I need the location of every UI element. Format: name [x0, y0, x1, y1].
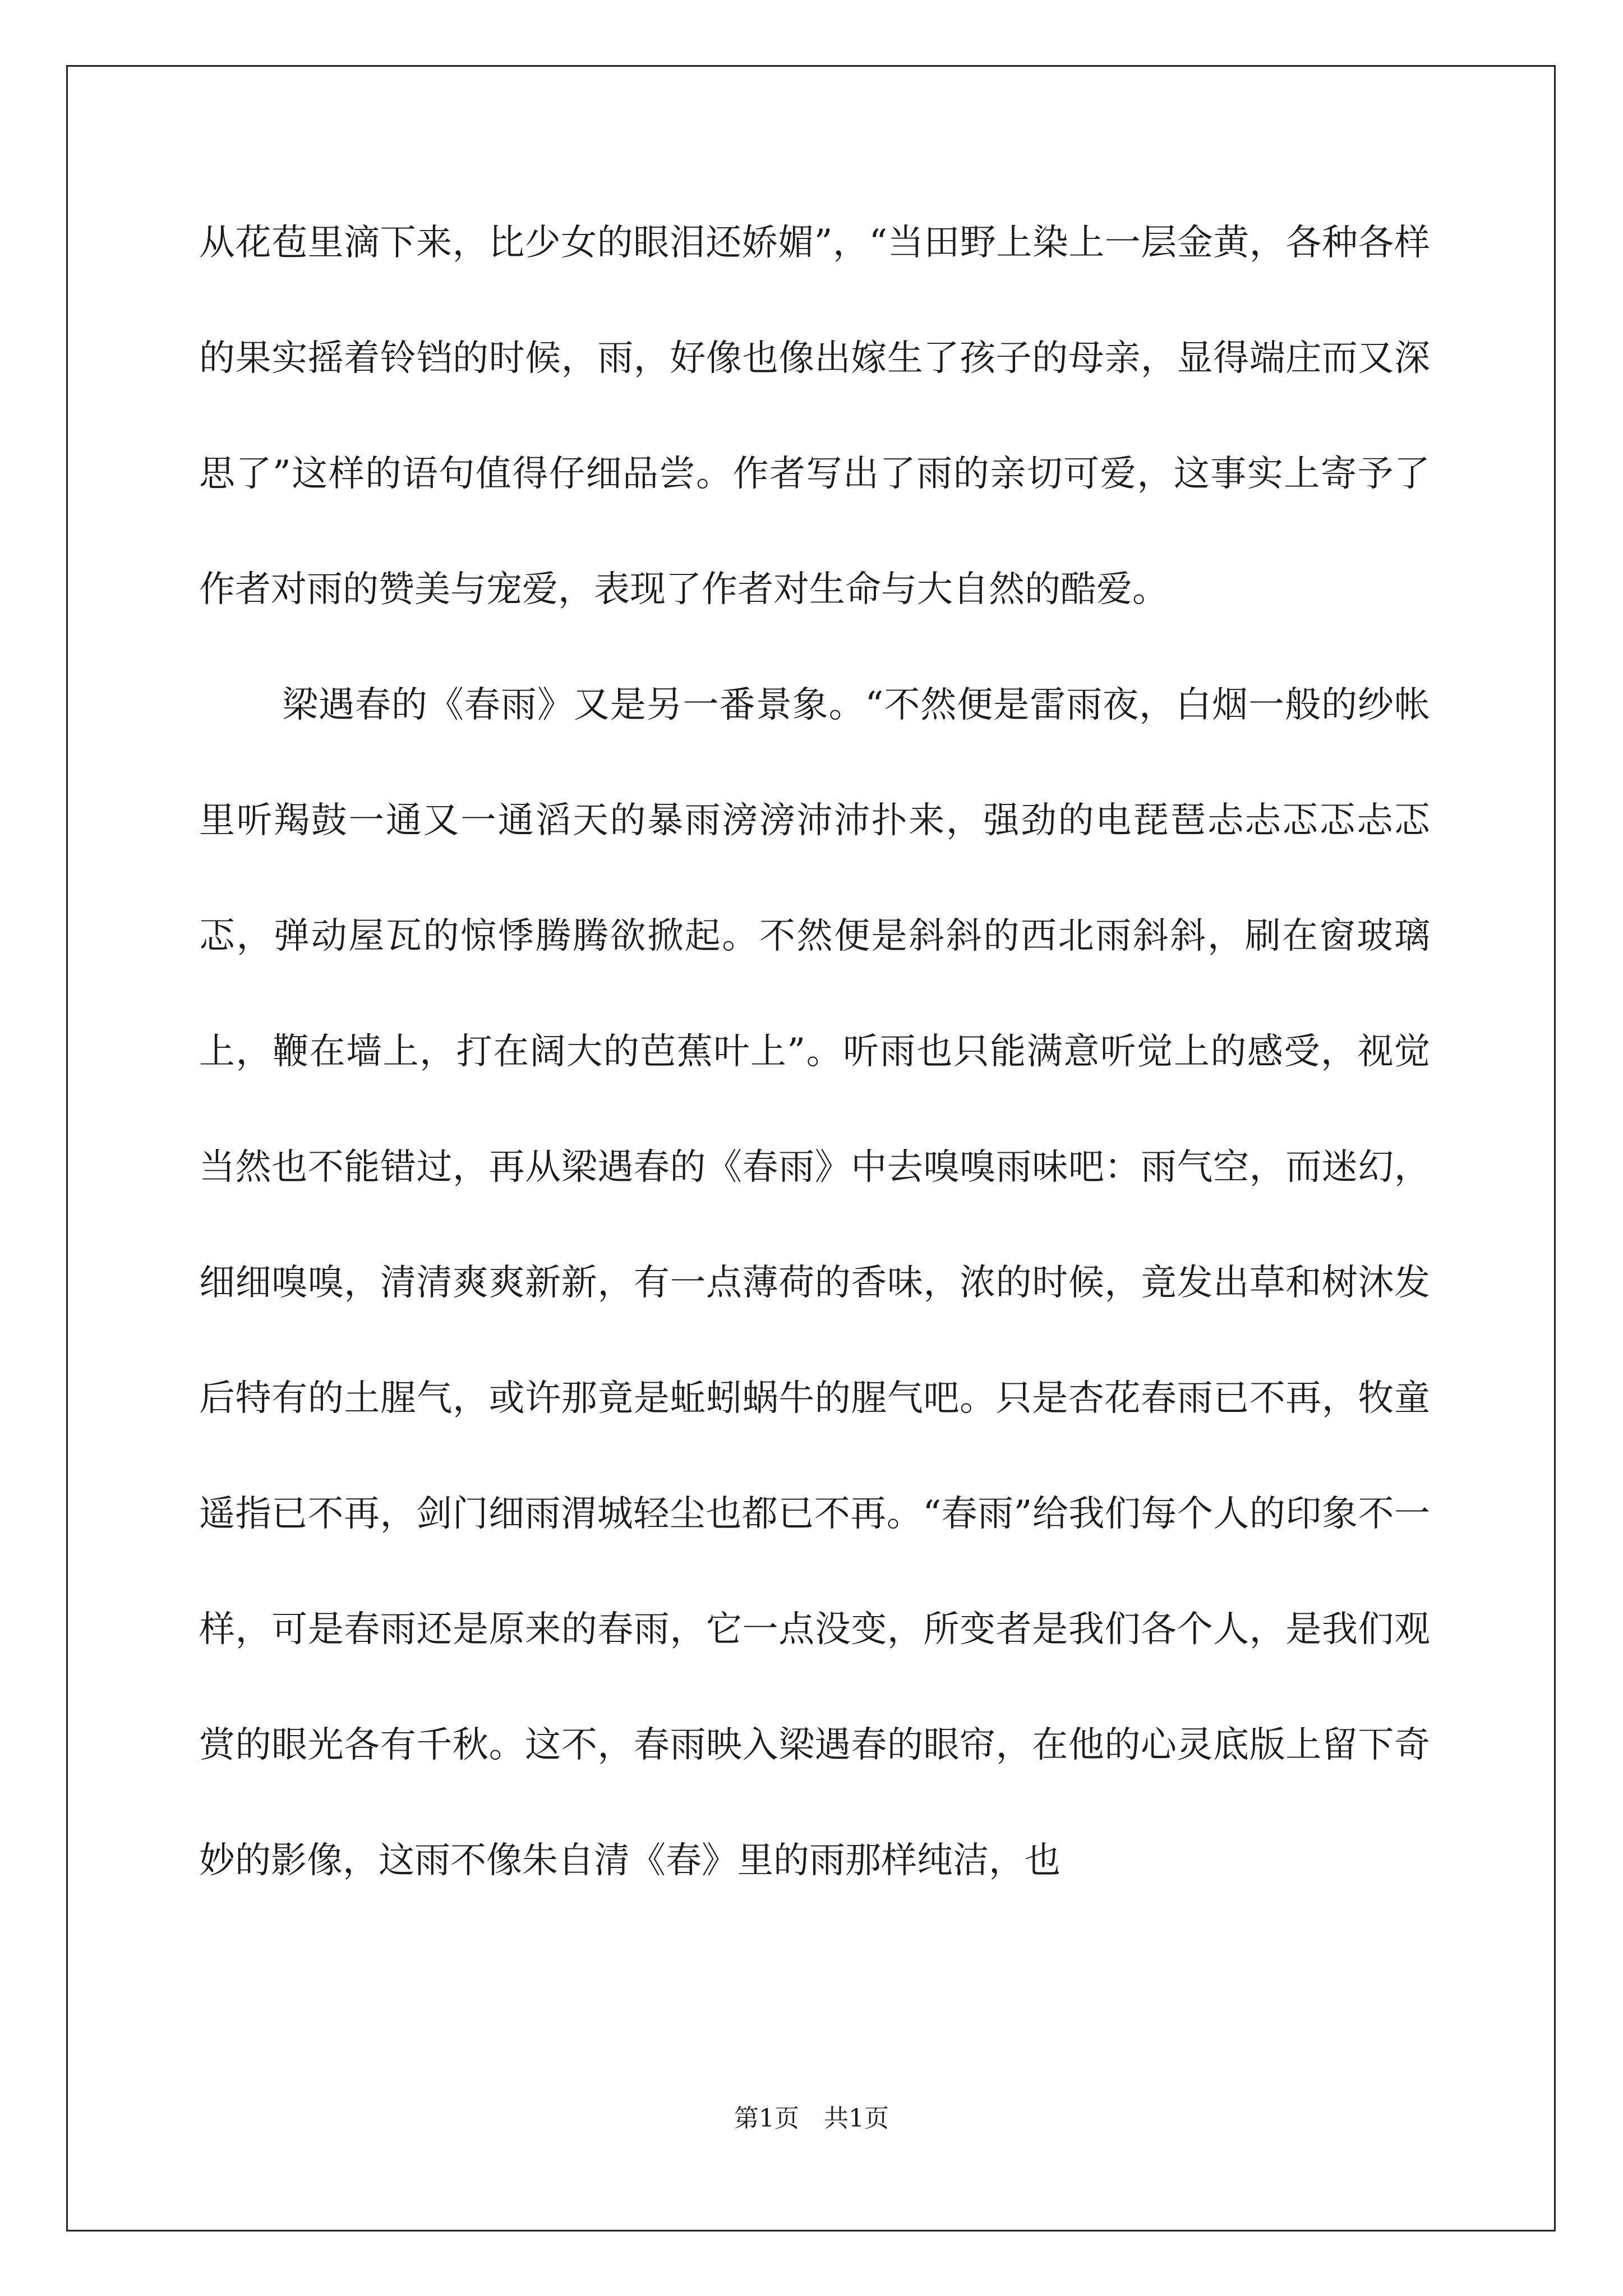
document-body: [199, 185, 1430, 1918]
paragraph-2: 梁遇春的《春雨》又是另一番景象。“不然便是雷雨夜，白烟一般的纱帐里听羯鼓一通又一通滔天的暴雨滂滂沛沛扑来，强劲的电琵琶忐忐忑忑忐忑忑，弹动屋瓦的惊悸腾腾欲掀起。不然便是斜斜的西北雨斜斜，刷在窗玻璃上，鞭在墙上，打在阔大的芭蕉叶上”。听雨也只能满意听觉上的感受，视觉当然也不能错过，再从梁遇春的《春雨》中去嗅嗅雨味吧：雨气空，而迷幻，细细嗅嗅，清清爽爽新新，有一点薄荷的香味，浓的时候，竟发出草和树沐发后特有的土腥气，或许那竟是蚯蚓蜗牛的腥气吧。只是杏花春雨已不再，牧童遥指已不再，剑门细雨渭城轻尘也都已不再。“春雨”给我们每个人的印象不一样，可是春雨还是原来的春雨，它一点没变，所变者是我们各个人，是我们观赏的眼光各有千秋。这不，春雨映入梁遇春的眼帘，在他的心灵底版上留下奇妙的影像，这雨不像朱自清《春》里的雨那样纯洁，也: [199, 684, 1430, 1881]
page-footer: 第1页 共1页: [734, 2104, 889, 2133]
paragraph-1: 从花苞里滴下来，比少女的眼泪还娇媚”，“当田野上染上一层金黄，各种各样的果实摇着铃铛的时候，雨，好像也像出嫁生了孩子的母亲，显得端庄而又深思了”这样的语句值得仔细品尝。作者写出了雨的亲切可爱，这事实上寄予了作者对雨的赞美与宠爱，表现了作者对生命与大自然的酷爱。: [199, 222, 1430, 610]
